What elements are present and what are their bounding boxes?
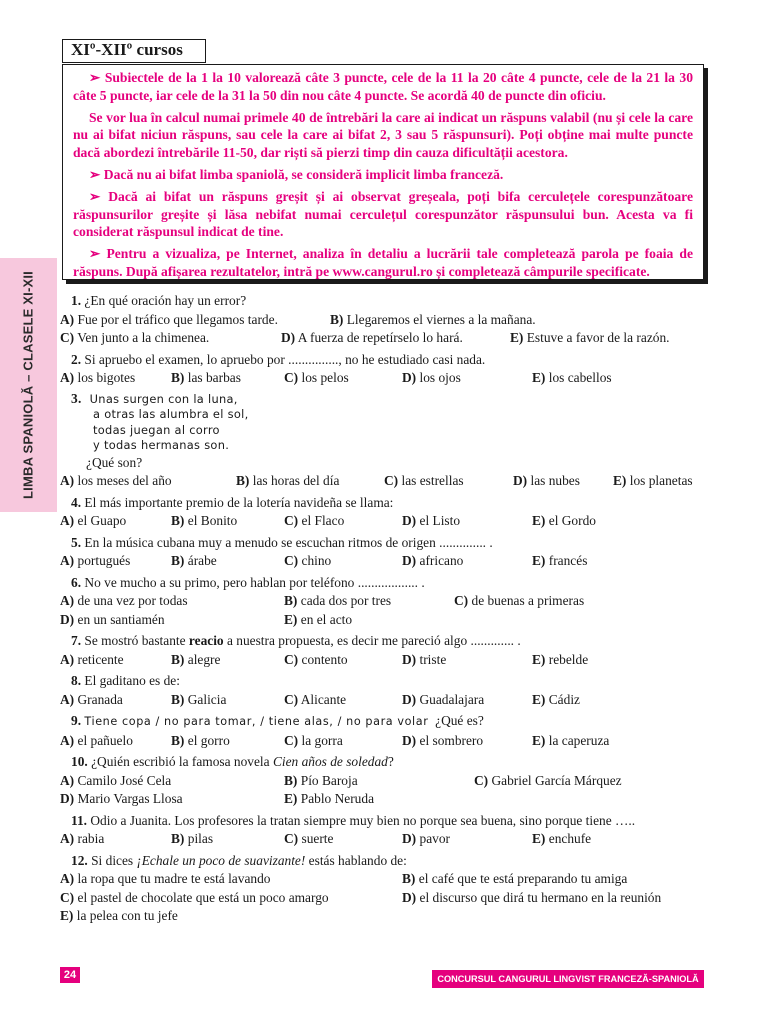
option-c: Ven junto a la chimenea. — [77, 330, 210, 345]
question-text: Si apruebo el examen, lo apruebo por ..............., no he estudiado casi nada. — [84, 351, 486, 367]
poem-line: todas juegan al corro — [93, 422, 220, 437]
instruction-3: ➢ Dacă nu ai bifat limba spaniolă, se consideră implicit limba franceză. — [89, 166, 504, 182]
arrow-icon: ➢ — [89, 188, 101, 204]
option-c: Gabriel García Márquez — [491, 772, 622, 788]
question-3: 3. Unas surgen con la luna, a otras las alumbra el sol, todas juegan al corro y todas hermanas son. ¿Qué son? A) los meses del año B) las horas del día C) las estrellas D) las nubes E) los planetas — [60, 391, 710, 491]
footer-banner: CONCURSUL CANGURUL LINGVIST FRANCEZĂ-SPANIOLĂ — [432, 970, 704, 988]
question-text: ¿Qué son? — [86, 454, 143, 470]
option-a: Granada — [77, 691, 123, 707]
option-c: contento — [301, 651, 348, 667]
instruction-1: ➢ Subiectele de la 1 la 10 valorează câte 3 puncte, cele de la 11 la 20 câte 4 puncte, cele de la 21 la 30 câte 5 puncte, iar cele de la 31 la 50 din nou câte 4 puncte. Se acordă 40 de puncte din oficiu. — [73, 70, 693, 103]
option-c: los pelos — [301, 370, 349, 385]
option-b: Llegaremos el viernes a la mañana. — [346, 311, 536, 327]
question-2: 2. Si apruebo el examen, lo apruebo por ..............., no he estudiado casi nada. A) los bigotes B) las barbas C) los pelos D) los ojos E) los cabellos — [60, 351, 612, 385]
option-b: las horas del día — [252, 473, 340, 488]
question-text: ¿Qué es? — [435, 713, 484, 728]
question-text: ¿En qué oración hay un error? — [84, 293, 247, 308]
question-text: El más importante premio de la lotería navideña se llama: — [84, 494, 394, 510]
option-b: alegre — [187, 651, 221, 667]
option-b: las barbas — [187, 370, 241, 385]
option-b: pilas — [187, 831, 214, 846]
option-d: los ojos — [419, 370, 461, 385]
side-label: LIMBA SPANIOLĂ – CLASELE XI-XII — [20, 271, 36, 499]
option-d: africano — [419, 553, 464, 568]
option-e: el Gordo — [548, 513, 596, 528]
option-e: Pablo Neruda — [300, 791, 375, 806]
option-d: pavor — [419, 831, 450, 846]
option-e: la pelea con tu jefe — [76, 908, 178, 923]
question-text: No ve mucho a su primo, pero hablan por teléfono .................. . — [84, 574, 425, 590]
option-b: el gorro — [187, 732, 230, 748]
question-12: 12. Si dices ¡Echale un poco de suavizante! estás hablando de: A) la ropa que tu madre te está lavando B) el café que te está preparando tu amiga C) el pastel de chocolate que está un poco amargo D) el discurso que dirá tu hermano en la reunión E) la pelea con tu jefe — [60, 852, 662, 923]
option-b: cada dos por tres — [300, 593, 392, 608]
poem-line: Unas surgen con la luna, — [89, 391, 238, 406]
option-e: rebelde — [548, 651, 589, 667]
option-c: el pastel de chocolate que está un poco amargo — [77, 889, 329, 905]
option-d: A fuerza de repetírselo lo hará. — [297, 330, 463, 345]
question-7: 7. Se mostró bastante reacio a nuestra propuesta, es decir me pareció algo ............. . A) reticente B) alegre C) contento D) triste E) rebelde — [60, 633, 589, 667]
option-b: el Bonito — [187, 513, 238, 528]
option-d: el sombrero — [419, 732, 484, 748]
question-10: 10. ¿Quién escribió la famosa novela Cien años de soledad? A) Camilo José Cela B) Pío Baroja C) Gabriel García Márquez D) Mario Vargas Llosa E) Pablo Neruda — [60, 754, 622, 806]
option-a: el Guapo — [77, 513, 127, 528]
option-e: los planetas — [629, 473, 693, 488]
question-1: 1. ¿En qué oración hay un error? A) Fue por el tráfico que llegamos tarde. B) Llegaremos el viernes a la mañana. C) Ven junto a la chimenea. D) A fuerza de repetírselo lo hará. E) Estuve a favor de la razón. — [60, 293, 670, 345]
option-c: el Flaco — [301, 513, 345, 528]
quoted-phrase: ¡Echale un poco de suavizante! — [136, 852, 306, 868]
option-a: reticente — [77, 651, 124, 667]
keyword: reacio — [188, 633, 224, 648]
question-6: 6. No ve mucho a su primo, pero hablan por teléfono .................. . A) de una vez por todas B) cada dos por tres C) de buenas a primeras D) en un santiamén E) en el acto — [60, 574, 585, 627]
option-c: las estrellas — [401, 473, 464, 488]
question-8: 8. El gaditano es de: A) Granada B) Galicia C) Alicante D) Guadalajara E) Cádiz — [60, 673, 580, 707]
option-a: rabia — [77, 831, 105, 846]
option-e: en el acto — [300, 611, 353, 627]
option-b: Pío Baroja — [300, 772, 358, 788]
question-list — [60, 292, 710, 929]
option-b: Galicia — [187, 691, 227, 707]
option-c: de buenas a primeras — [471, 593, 585, 608]
option-a: Camilo José Cela — [77, 772, 172, 788]
option-a: los meses del año — [77, 473, 172, 488]
option-e: los cabellos — [548, 370, 612, 385]
option-e: francés — [548, 553, 588, 568]
arrow-icon: ➢ — [89, 166, 101, 182]
option-e: la caperuza — [548, 732, 610, 748]
option-e: Estuve a favor de la razón. — [526, 330, 670, 345]
option-d: en un santiamén — [77, 611, 165, 627]
question-11: 11. Odio a Juanita. Los profesores la tratan siempre muy bien no porque sea buena, sino porque tiene ….. A) rabia B) pilas C) suerte D) pavor E) enchufe — [60, 812, 636, 846]
option-a: portugués — [77, 553, 131, 568]
poem-line: y todas hermanas son. — [93, 438, 230, 452]
option-c: chino — [301, 553, 332, 568]
option-e: Cádiz — [548, 691, 580, 707]
arrow-icon: ➢ — [89, 246, 101, 262]
option-b: el café que te está preparando tu amiga — [418, 871, 628, 886]
option-a: de una vez por todas — [77, 593, 188, 608]
instruction-2: Se vor lua în calcul numai primele 40 de întrebări la care ai indicat un răspuns valabil (nu și cele la care nu ai bifat niciun răspuns, sau cele la care ai bifat 2, 3 sau 5 răspunsuri). Poți obține mai multe puncte dacă abordezi întrebările 11-50, dar riști să pierzi timp din cauza dificultății acestora. — [73, 109, 693, 161]
option-c: suerte — [301, 831, 334, 846]
option-c: la gorra — [301, 732, 343, 748]
question-5: 5. En la música cubana muy a menudo se escuchan ritmos de origen .............. . A) portugués B) árabe C) chino D) africano E) francés — [60, 534, 588, 568]
option-a: el pañuelo — [77, 732, 133, 748]
option-d: las nubes — [530, 473, 580, 488]
question-text: El gaditano es de: — [84, 673, 180, 688]
riddle-text: Tiene copa / no para tomar, / tiene alas, / no para volar — [84, 715, 429, 728]
option-d: el discurso que dirá tu hermano en la reunión — [419, 889, 662, 905]
option-d: Mario Vargas Llosa — [77, 791, 183, 806]
poem-line: a otras las alumbra el sol, — [93, 407, 249, 421]
novel-title: Cien años de soledad — [272, 754, 388, 769]
question-9: 9. Tiene copa / no para tomar, / tiene alas, / no para volar ¿Qué es? A) el pañuelo B) el gorro C) la gorra D) el sombrero E) la caperuza — [60, 713, 610, 748]
instruction-4: ➢ Dacă ai bifat un răspuns greșit și ai observat greșeala, poți bifa cerculețele corespunzătoare răspunsurilor greșite și lăsa nebifat numai cerculețul corespunzător răspunsului bun. Acesta va fi considerat răspunsul indicat de tine. — [73, 188, 694, 240]
arrow-icon: ➢ — [89, 70, 101, 85]
option-a: la ropa que tu madre te está lavando — [77, 871, 271, 886]
instructions-box — [62, 64, 704, 280]
option-b: árabe — [187, 553, 217, 568]
question-4: 4. El más importante premio de la lotería navideña se llama: A) el Guapo B) el Bonito C) el Flaco D) el Listo E) el Gordo — [60, 494, 596, 528]
instruction-5: ➢ Pentru a vizualiza, pe Internet, analiza în detaliu a lucrării tale completează parola pe foaia de răspuns. După afișarea rezultatelor, intră pe www.cangurul.ro și completează câmpurile specificate. — [73, 246, 693, 279]
option-e: enchufe — [548, 831, 592, 846]
question-text: Odio a Juanita. Los profesores la tratan siempre muy bien no porque sea buena, sino porque tiene ….. — [90, 812, 636, 828]
option-a: Fue por el tráfico que llegamos tarde. — [77, 311, 278, 327]
option-d: triste — [419, 651, 447, 667]
level-label: XIº-XIIº cursos — [62, 39, 206, 63]
question-text: En la música cubana muy a menudo se escuchan ritmos de origen .............. . — [84, 534, 493, 550]
option-d: el Listo — [419, 513, 461, 528]
page-number: 24 — [60, 967, 80, 983]
option-d: Guadalajara — [419, 691, 485, 707]
option-a: los bigotes — [77, 370, 136, 385]
option-c: Alicante — [300, 691, 347, 707]
